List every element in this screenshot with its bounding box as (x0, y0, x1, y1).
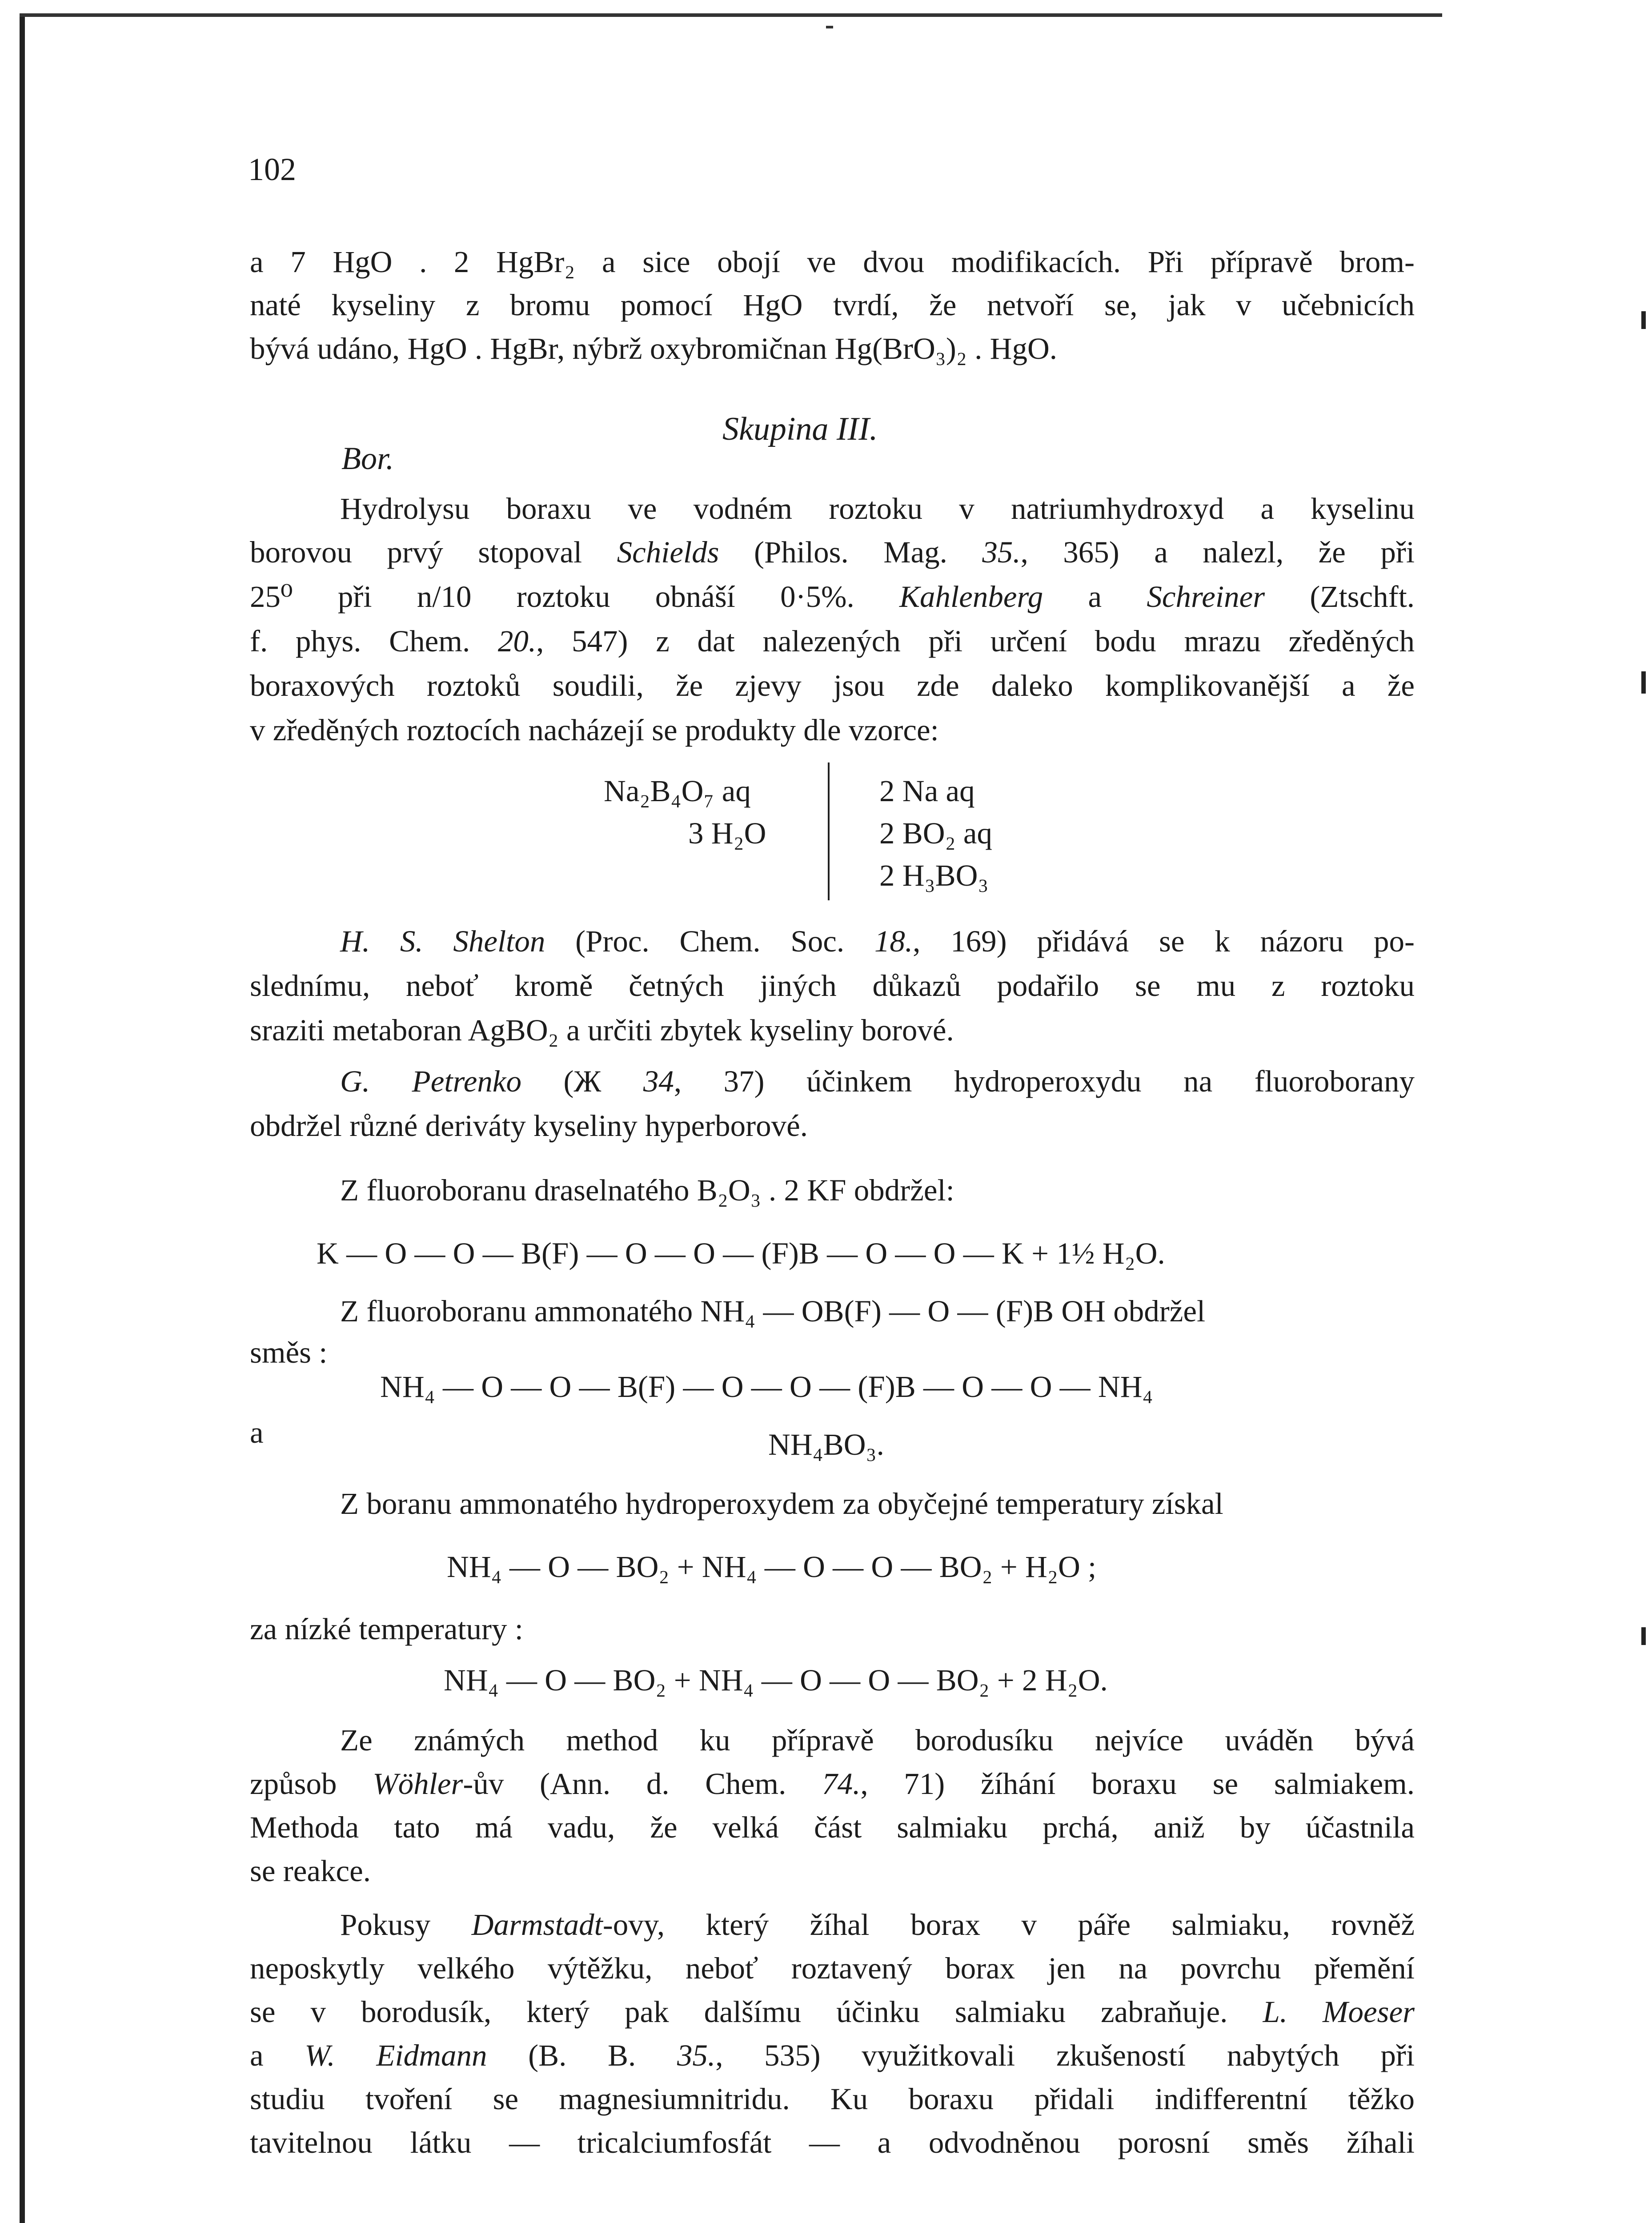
formula: NH₄ — O — BO₂ + NH₄ — O — O — BO₂ + H₂O ; (447, 1550, 1097, 1584)
text-line: a 7 HgO . 2 HgBr₂ a sice obojí ve dvou modifikacích. Při přípravě brom- (250, 245, 1415, 279)
page-number: 102 (248, 152, 296, 187)
scan-border-top (20, 13, 1442, 17)
scheme-right-2: 2 BO₂ aq (879, 816, 993, 850)
text-line: naté kyseliny z bromu pomocí HgO tvrdí, že netvoří se, jak v učebnicích (250, 288, 1415, 322)
formula: NH₄ — O — O — B(F) — O — O — (F)B — O — O — NH₄ (380, 1370, 1153, 1404)
text-line: směs : (250, 1336, 328, 1369)
text-line: se reakce. (250, 1854, 371, 1888)
scheme-right-1: 2 Na aq (879, 774, 975, 808)
text-line: Hydrolysu boraxu ve vodném roztoku v natriumhydroxyd a kyselinu (340, 492, 1415, 526)
text-line: boraxových roztoků soudili, že zjevy jsou zde daleko komplikovanější a že (250, 669, 1415, 702)
scheme-divider (828, 762, 830, 900)
text-line: borovou prvý stopoval Schields (Philos. Mag. 35., 365) a nalezl, že při (250, 535, 1415, 569)
formula: NH₄BO₃. (768, 1428, 884, 1461)
text-line: sraziti metaboran AgBO₂ a určiti zbytek kyseliny borové. (250, 1013, 954, 1047)
text-line: a (250, 1416, 264, 1449)
text-line: Ze známých method ku přípravě borodusíku nejvíce uváděn bývá (340, 1723, 1415, 1757)
scan-edge-mark (1641, 311, 1646, 329)
text-line: způsob Wöhler-ův (Ann. d. Chem. 74., 71) žíhání boraxu se salmiakem. (250, 1767, 1415, 1801)
text-line: tavitelnou látku — tricalciumfosfát — a odvodněnou porosní směs žíhali (250, 2126, 1415, 2159)
text-line: Z fluoroboranu draselnatého B₂O₃ . 2 KF obdržel: (340, 1173, 954, 1207)
text-line: 25⁰ při n/10 roztoku obnáší 0·5%. Kahlenberg a Schreiner (Ztschft. (250, 580, 1415, 614)
scan-edge-mark (1641, 1627, 1646, 1645)
text-line: v zředěných roztocích nacházejí se produkty dle vzorce: (250, 713, 939, 747)
text-line: G. Petrenko (Ж 34, 37) účinkem hydroperoxydu na fluoroborany (340, 1064, 1415, 1098)
scan-speck (826, 26, 833, 28)
text-line: Z boranu ammonatého hydroperoxydem za obyčejné temperatury získal (340, 1487, 1223, 1521)
scheme-right-3: 2 H₃BO₃ (879, 859, 989, 892)
text-line: studiu tvoření se magnesiumnitridu. Ku boraxu přidali indifferentní těžko (250, 2082, 1415, 2116)
text-line: za nízké temperatury : (250, 1612, 523, 1646)
text-line: bývá udáno, HgO . HgBr, nýbrž oxybromičnan Hg(BrO₃)₂ . HgO. (250, 332, 1058, 365)
text-line: se v borodusík, který pak dalšímu účinku salmiaku zabraňuje. L. Moeser (250, 1995, 1415, 2029)
section-title: Skupina III. (722, 411, 878, 447)
text-line: H. S. Shelton (Proc. Chem. Soc. 18., 169) přidává se k názoru po- (340, 924, 1415, 958)
side-heading: Bor. (341, 441, 394, 476)
text-line: Z fluoroboranu ammonatého NH₄ — OB(F) — O — (F)B OH obdržel (340, 1294, 1206, 1328)
scan-edge-mark (1641, 671, 1646, 694)
text-line: obdržel různé deriváty kyseliny hyperborové. (250, 1109, 808, 1143)
text-line: a W. Eidmann (B. B. 35., 535) využitkovali zkušeností nabytých při (250, 2038, 1415, 2072)
text-line: f. phys. Chem. 20., 547) z dat nalezených při určení bodu mrazu zředěných (250, 624, 1415, 658)
formula: NH₄ — O — BO₂ + NH₄ — O — O — BO₂ + 2 H₂O. (444, 1663, 1108, 1697)
scan-border-left (20, 13, 25, 2223)
scheme-left-1: Na₂B₄O₇ aq (604, 774, 751, 808)
scheme-left-2: 3 H₂O (688, 816, 766, 850)
formula: K — O — O — B(F) — O — O — (F)B — O — O — K + 1½ H₂O. (317, 1236, 1165, 1270)
text-line: neposkytly velkého výtěžku, neboť roztavený borax jen na povrchu přemění (250, 1951, 1415, 1985)
text-line: Pokusy Darmstadt-ovy, který žíhal borax v páře salmiaku, rovněž (340, 1908, 1415, 1942)
text-line: slednímu, neboť kromě četných jiných důkazů podařilo se mu z roztoku (250, 969, 1415, 1003)
text-line: Methoda tato má vadu, že velká část salmiaku prchá, aniž by účastnila (250, 1810, 1415, 1844)
